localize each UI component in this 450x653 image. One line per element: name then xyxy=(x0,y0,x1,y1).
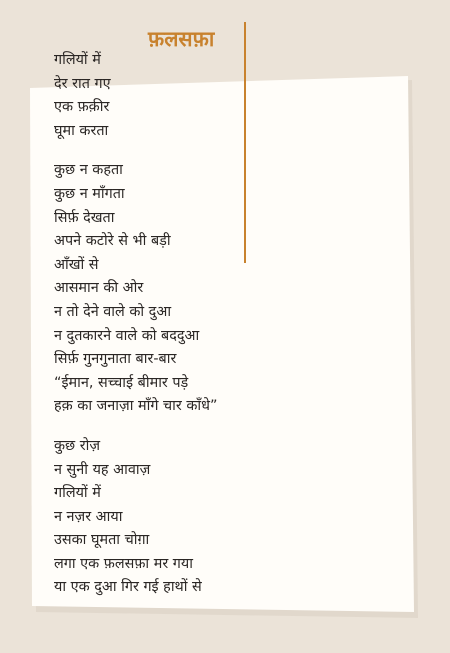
poem-line: गलियों में xyxy=(54,52,101,68)
poem-line: हक़ का जनाज़ा माँगे चार काँधे” xyxy=(54,398,218,415)
poem-line: देर रात गए xyxy=(54,75,111,92)
poem-line: आँखों से xyxy=(54,256,99,273)
poem-line: आसमान की ओर xyxy=(54,280,144,297)
poem-title: फ़लसफ़ा xyxy=(148,27,215,51)
poem-line: सिर्फ़ देखता xyxy=(54,209,115,226)
stanza-1 xyxy=(54,49,217,143)
poem-line: या एक दुआ गिर गई हाथों से xyxy=(54,579,202,596)
stanza-3 xyxy=(54,435,217,600)
poem-line: लगा एक फ़लसफ़ा मर गया xyxy=(54,555,193,572)
poem-line: “ईमान, सच्चाई बीमार पड़े xyxy=(54,374,189,391)
poem-line: घूमा करता xyxy=(54,122,109,139)
poem-line: न तो देने वाले को दुआ xyxy=(54,303,172,320)
poem-line: गलियों में xyxy=(54,485,101,502)
poem-line: न सुनी यह आवाज़ xyxy=(54,461,151,478)
poem-line: अपने कटोरे से भी बड़ी xyxy=(54,233,171,250)
stanza-2 xyxy=(54,159,217,419)
title-rule xyxy=(244,22,246,263)
poem-body xyxy=(54,49,217,600)
poem-line: कुछ न कहता xyxy=(54,162,123,179)
poem-line: सिर्फ़ गुनगुनाता बार-बार xyxy=(54,351,177,368)
poem-line: कुछ न माँगता xyxy=(54,185,125,202)
poem-line: न नज़र आया xyxy=(54,508,123,525)
poem-line: एक फ़क़ीर xyxy=(54,99,110,116)
poem-line: उसका घूमता चोग़ा xyxy=(54,532,150,549)
poem-line: कुछ रोज़ xyxy=(54,437,101,454)
poem-line: न दुतकारने वाले को बददुआ xyxy=(54,327,200,344)
